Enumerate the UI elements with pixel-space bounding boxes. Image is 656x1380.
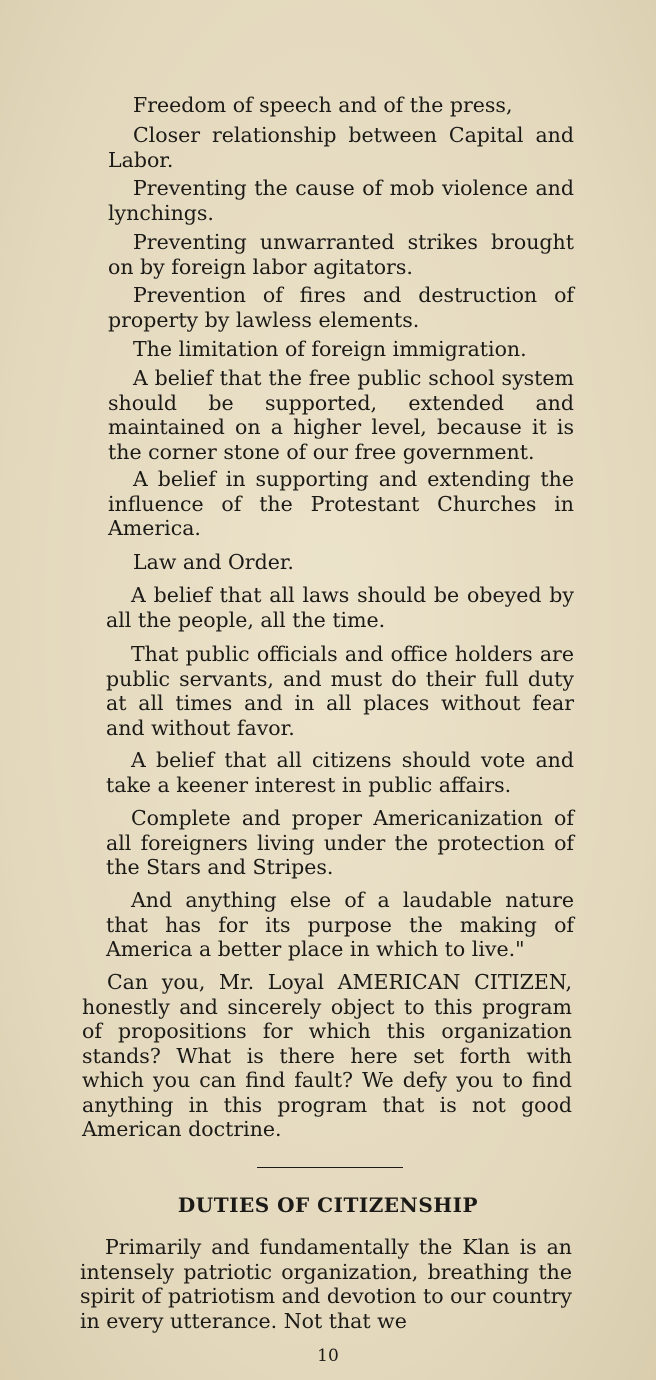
list-item: Closer relationship between Capital and Labor. — [108, 123, 574, 172]
list-item: A belief that all laws should be obeyed by all the people, all the time. — [106, 583, 574, 632]
list-item: Complete and proper Americanization of all foreigners living under the protection of the Stars and Stripes. — [106, 806, 574, 879]
section-paragraph: Primarily and fundamentally the Klan is an intensely patriotic organization, breathing the spirit of patriotism and devotion to our country in every utterance. Not that we — [80, 1235, 572, 1333]
list-item: The limitation of foreign immigration. — [133, 337, 527, 361]
list-item: A belief in supporting and extending the influence of the Protestant Churches in America. — [108, 467, 574, 540]
list-item: Freedom of speech and of the press, — [133, 93, 513, 117]
list-item: Law and Order. — [133, 550, 294, 574]
challenge-paragraph: Can you, Mr. Loyal AMERICAN CITIZEN, honestly and sincerely object to this program of propositions for which this organization stands? What is there here set forth with which you can find fault? We defy you to find anything in this program that is not good American doctrine. — [82, 970, 572, 1141]
list-item: And anything else of a laudable nature that has for its purpose the making of America a better place in which to live." — [106, 888, 574, 961]
page-number: 10 — [317, 1346, 339, 1366]
section-heading: DUTIES OF CITIZENSHIP — [177, 1193, 479, 1217]
list-item: A belief that the free public school system should be supported, extended and maintained on a higher level, because it is the corner stone of our free government. — [108, 366, 574, 464]
list-item: A belief that all citizens should vote and take a keener interest in public affairs. — [106, 748, 574, 797]
list-item: That public officials and office holders are public servants, and must do their full duty at all times and in all places without fear and without favor. — [106, 642, 574, 740]
list-item: Prevention of fires and destruction of property by lawless elements. — [108, 283, 574, 332]
list-item: Preventing unwarranted strikes brought on by foreign labor agitators. — [108, 230, 574, 279]
list-item: Preventing the cause of mob violence and lynchings. — [108, 176, 574, 225]
section-divider — [257, 1167, 403, 1168]
